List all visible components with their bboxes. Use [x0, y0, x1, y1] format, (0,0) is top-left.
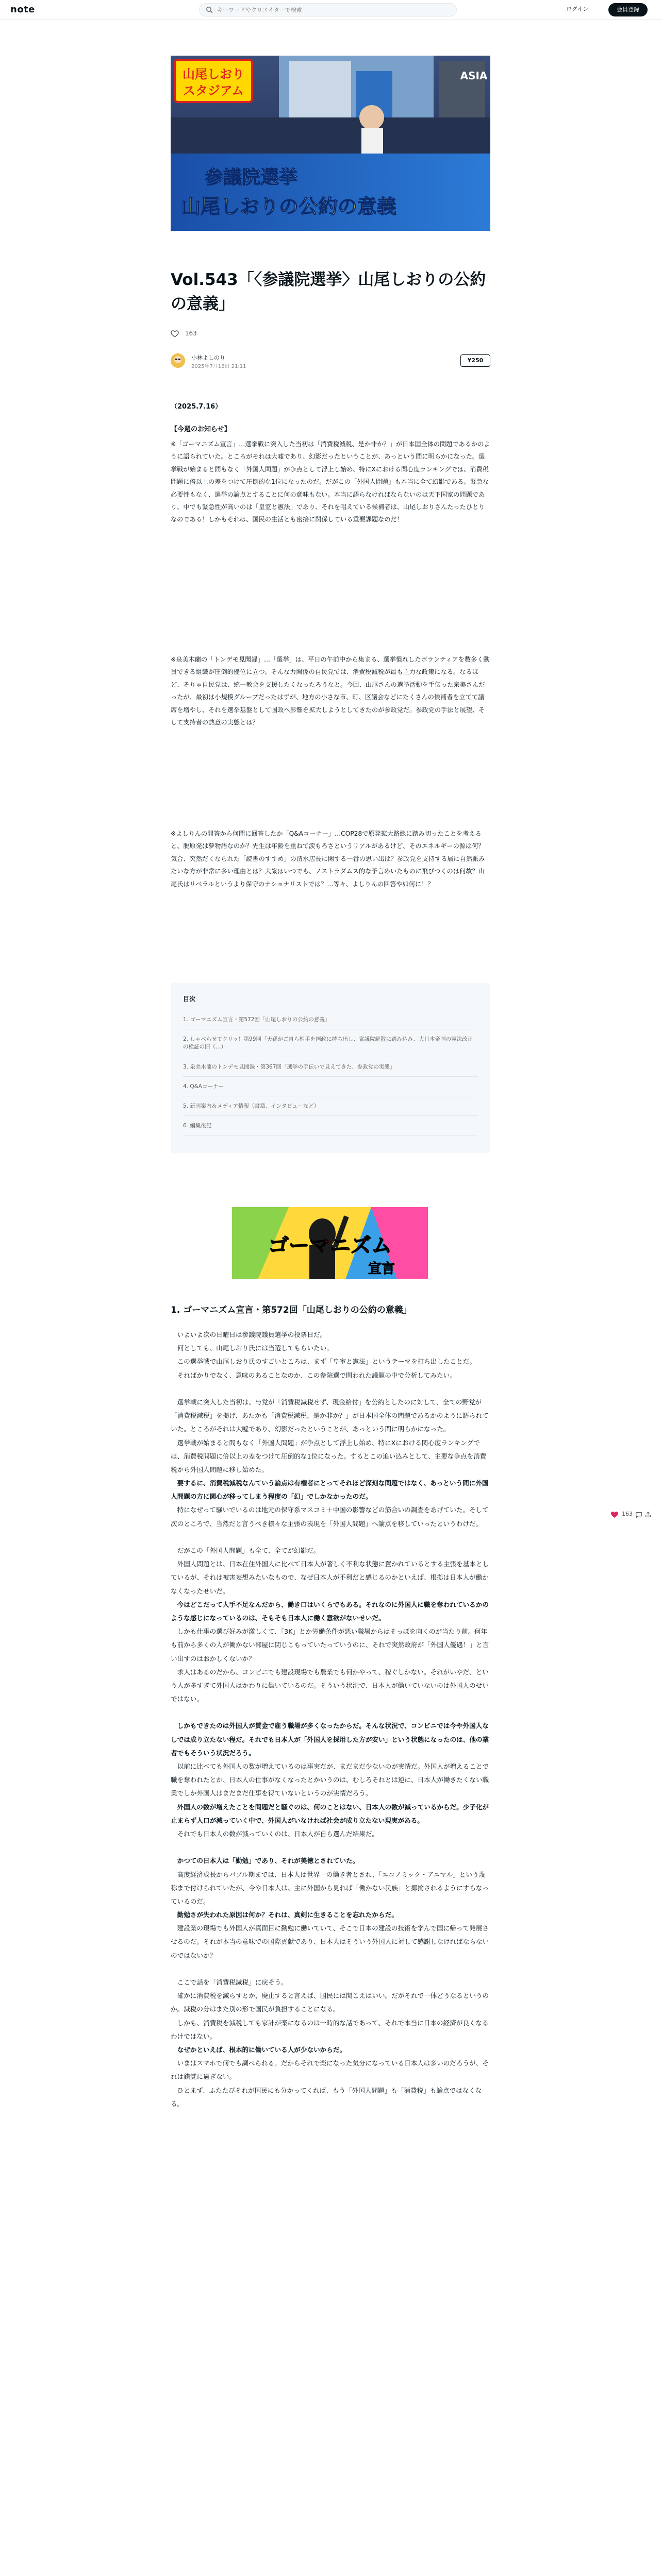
body-paragraph: いまはスマホで何でも調べられる。だからそれで楽になった気分になっている日本人は多いのだろうが、それは錯覚に過ぎない。 — [171, 2059, 489, 2081]
note-logo[interactable]: note — [10, 4, 35, 15]
hero-title-line1: 山尾しおり — [183, 67, 244, 81]
body-paragraph-bold: しかもできたのは外国人が賃金で雇う職場が多くなったからだ。そんな状況で、コンビニでは今や外国人なしでは成り立たない程だ。それでも日本人が「外国人を採用した方が安い」という状態になったのは、他の業者でもそういう状況だろう。 — [171, 1722, 489, 1757]
gomanism-banner — [211, 1198, 449, 1285]
search-input[interactable] — [217, 5, 444, 14]
hero-illustration — [171, 56, 490, 231]
body-paragraph: ひとまず、ふたたびそれが国民にも分かってくれば、もう「外国人問題」も「消費税」も論点ではなくなる。 — [171, 2086, 482, 2108]
body-paragraph: だがこの「外国人問題」も全て、全てが幻影だ。 — [171, 1547, 320, 1554]
hero-image — [171, 56, 490, 231]
notice-heading: 【今週のお知らせ】 — [171, 426, 231, 433]
likes-count-top[interactable] — [171, 330, 197, 337]
floating-heart-icon[interactable] — [610, 1511, 619, 1518]
top-nav-bar — [0, 0, 662, 20]
price-badge: ¥250 — [460, 354, 490, 367]
body-paragraph: ここで話を「消費税減税」に戻そう。 — [171, 1978, 288, 1986]
floating-action-bar — [610, 1510, 652, 1521]
body-paragraph-bold: 要するに、消費税減税なんていう論点は有権者にとってそれほど深刻な問題ではなく、あっという間に外国人問題の方に関心が移ってしまう程度の「幻」でしかなかったのだ。 — [171, 1479, 489, 1501]
author-row — [171, 351, 490, 372]
toc-item[interactable]: 5. 新刊案内＆メディア情報（書籍、インタビューなど） — [183, 1096, 478, 1116]
toc-item[interactable]: 6. 編集後記 — [183, 1116, 478, 1136]
body-paragraph: そればかりでなく、意味のあることなのか、この参院選で問われた議題の中で分析してみたい。 — [171, 1371, 456, 1379]
floating-likes-count: 163 — [622, 1511, 633, 1517]
body-paragraph: 確かに消費税を減らすとか、廃止すると言えば、国民には聞こえはいい。だがそれで一体どうなるというのか。減税の分はまた別の形で国民が負担することになる。 — [171, 1992, 489, 2013]
search-box[interactable] — [199, 3, 457, 16]
toc-list — [183, 1010, 478, 1136]
table-of-contents — [171, 983, 490, 1153]
body-paragraph: 何としても、山尾しおり氏には当選してもらいたい。 — [171, 1344, 333, 1352]
body-paragraph-bold: 今はどこだって人手不足なんだから、働き口はいくらでもある。それなのに外国人に職を奪われているかのような感じになっているのは、そもそも日本人に働く意欲がないせいだ。 — [171, 1600, 489, 1622]
body-paragraph-bold: かつての日本人は「勤勉」であり、それが美徳とされていた。 — [171, 1857, 359, 1865]
hero-banner-line2: 山尾しおりの公約の意義 — [181, 195, 397, 218]
body-paragraph: 求人はあるのだから、コンビニでも建設現場でも農業でも何かやって、稼ぐしかない。それがいやだ、という人が多すぎて外国人はかわりに働いているのだ。そういう状況で、日本人が働いていないのは外国人のせいではない。 — [171, 1668, 489, 1703]
gomanism-illustration — [211, 1198, 449, 1285]
floating-comment-icon[interactable] — [635, 1511, 642, 1518]
body-paragraph: 高度経済成長からバブル期までは、日本人は世界一の働き者とされ、「エコノミック・アニマル」という蔑称まで付けられていたが、今や日本人は、主に外国から見れば「働かない民族」と揶揄されるようにすらなっているのだ。 — [171, 1870, 489, 1905]
toc-item[interactable]: 1. ゴーマニズム宣言・第572回「山尾しおりの公約の意義」 — [183, 1010, 478, 1029]
signup-button[interactable]: 会員登録 — [608, 3, 648, 16]
body-paragraph: 選挙戦に突入した当初は、与党が「消費税減税せず、現金給付」を公約としたのに対して、全ての野党が「消費税減税」を掲げ、あたかも「消費税減税、是か非か？」が日本国全体の問題であるかのように語られていた。ところがそれは大嘘であり、幻影だったということが、あっという間に明らかになった。 — [171, 1398, 489, 1433]
toc-title: 目次 — [183, 995, 196, 1003]
body-paragraph-bold: 勤勉さが失われた原因は何か？それは、真剣に生きることを忘れたからだ。 — [171, 1911, 398, 1919]
body-paragraph: いよいよ次の日曜日は参議院議員選挙の投票日だ。 — [171, 1331, 327, 1338]
notice-paragraph-1: ※「ゴーマニズム宣言」…選挙戦に突入した当初は「消費税減税、是か非か？」が日本国全体の問題であるかのように語られていた。ところがそれは大嘘であり、幻影だったということが、あっという間に明らかになった。選挙戦が始まると間もなく「外国人問題」が争点として浮上し始め、特にXにおける関心度ランキングでは、消費税問題に倍以上の差をつけて圧倒的な1位になったのだ。だがこの「外国人問題」も本当に全て幻影である。緊急な必要性もなく、選挙の論点とすることに何の意味もない。本当に語らなければならないのは天下国家の問題であり、中でも緊急性が高いのは「皇室と憲法」であり、それを唱えている候補者は、山尾しおりさんたったひとりなのである！しかもそれは、国民の生活とも密接に関係している重要課題なのだ！ — [171, 440, 490, 523]
notice-paragraph-2: ※泉美木蘭の「トンデモ見聞録」…「選挙」は、平日の午前中から集まる、選挙慣れしたボランティアを数多く動員できる組織が圧倒的優位に立つ。そんな力関係の自民党では、消費税減税が最も主力な政策になる。なるほど、そりゃ自民党は、統一教会を支援したくなったろうなと。今回、山尾さんの選挙活動を手伝った泉美さんだったが、最初は小規模グループだったはずが、地方の小さな市、町、区議会などにたくさんの候補者を立てて議席を増やし、それを選挙基盤として国政へ影響を拡大しようとしてきたのが参政党だ。参政党の手法と展望、そして支持者の熱意の実態とは？ — [171, 656, 490, 726]
heart-icon[interactable] — [171, 330, 179, 337]
avatar-face-icon — [171, 353, 185, 368]
article-body — [171, 1328, 490, 2111]
search-icon — [206, 6, 213, 13]
body-paragraph: 以前に比べても外国人の数が増えているのは事実だが、まだまだ少ないのが実情だ。外国人が増えることで職を奪われたとか、日本人の仕事がなくなったとかいうのは、むしろそれとは逆に、日本人が働きたくない職業でしか外国人はまだまだ仕事を得ていないというのが実情だろう。 — [171, 1762, 489, 1798]
body-paragraph: しかも仕事の選び好みが激しくて、「3K」とか労働条件が悪い職場からはそっぽを向くのが当たり前。何年も前から多くの人が働かない部屋に閉じこもっていたっていうのに、それで突然政府が「外国人優遇！」と言い出すのはおかしくないか？ — [171, 1628, 489, 1663]
floating-share-icon[interactable] — [644, 1511, 652, 1518]
body-paragraph: 建設業の現場でも外国人が真面目に勤勉に働いていて、そこで日本の建設の技術を学んで国に帰って発展させるのだ。それが本当の意味での国際貢献であり、日本人はそういう外国人に対して感謝しなければならないのではないか？ — [171, 1924, 489, 1959]
login-link[interactable]: ログイン — [566, 6, 589, 12]
gomanism-subtitle: 宣言 — [368, 1261, 395, 1277]
gomanism-title: ゴーマニズム — [268, 1234, 392, 1258]
author-name[interactable]: 小林よしのり — [191, 354, 225, 361]
hero-banner-line1: 参議院選挙 — [205, 167, 298, 188]
section-heading: 1. ゴーマニズム宣言・第572回「山尾しおりの公約の意義」 — [171, 1305, 412, 1315]
notice-paragraph-3: ※よしりんの問答から何問に回答したか「Q&Aコーナー」…COP28で原発拡大路線に踏み切ったことを考えると、脱原発は夢物語なのか？先生は年齢を重ねて涙もろさというリアルがあるけど、そのエネルギーの源は何？気合、突然だくなられた「読書のすすめ」の清水店長に関する一番の思い出は？参政党を支持する層に自然派みたいな方が非常に多い理由とは？大衆はいつでも、ノストラダムス的な予言めいたものに飛びつくのは何故？山尾氏はリベラルというより保守のナショナリストでは？…等々、よしりんの回答や如何に！？ — [171, 830, 485, 888]
body-paragraph: それでも日本人の数が減っていくのは、日本人が自ら選んだ結果だ。 — [171, 1829, 378, 1838]
toc-item[interactable]: 3. 泉美木蘭のトンデモ見聞録・第367回「選挙の手伝いで見えてきた、参政党の実態」 — [183, 1057, 478, 1077]
body-paragraph-bold: なぜかといえば、根本的に働いている人が少ないからだ。 — [171, 2045, 346, 2054]
body-paragraph: 特になぜって騒いでいるのは地元の保守系マスコミ＋中国の影響などの筋合いの調査をあげていた。そして次のところで、当然だと言うべき様々な主張の表現を「外国人問題」へ論点を移していったというわけだ。 — [171, 1506, 489, 1528]
body-paragraph-bold: 外国人の数が増えたことを問題だと騒ぐのは、何のことはない、日本人の数が減っているからだ。少子化が止まらず人口が減っていく中で、外国人がいなければ社会が成り立たない現実がある。 — [171, 1803, 489, 1824]
body-paragraph: しかも、消費税を減税しても家計が楽になるのは一時的な話であって、それで本当に日本の経済が良くなるわけではない。 — [171, 2019, 489, 2040]
article-date-line: （2025.7.16） — [171, 403, 222, 411]
toc-item[interactable]: 4. Q&Aコーナー — [183, 1077, 478, 1096]
hero-sign: ASIA — [460, 70, 488, 82]
body-paragraph: 外国人問題とは、日本在住外国人に比べて日本人が著しく不利な状態に置かれているとする主張を基本としているが、それは被害妄想みたいなもので、なぜ日本人が不利だと感じるのかといえば、根拠は日本人が働かなくなったせいだ。 — [171, 1560, 489, 1595]
article-title: Vol.543「〈参議院選挙〉山尾しおりの公約の意義」 — [171, 270, 486, 313]
toc-item[interactable]: 2. しゃべらせてクリッ！第99回「天孫がご自ら相手を国政に持ち出し、衆議院解散に踏み込み、大日本帝国の憲法改正の検証の旧（…） — [183, 1029, 478, 1057]
hero-title-line2: スタジアム — [183, 83, 244, 98]
author-avatar[interactable] — [171, 353, 185, 368]
body-paragraph: この選挙戦で山尾しおり氏のすごいところは、まず「皇室と憲法」というテーマを打ち出したことだ。 — [171, 1358, 476, 1366]
body-paragraph: 選挙戦が始まると間もなく「外国人問題」が争点として浮上し始め、特にXにおける関心度ランキングでは、消費税問題に倍以上の差をつけて圧倒的な1位になった。するとこの追い込みとして、主要な争点を消費税から外国人問題に移し始めた。 — [171, 1438, 487, 1473]
publish-date: 2025年7月16日 21:11 — [191, 364, 246, 369]
likes-number: 163 — [185, 330, 197, 337]
